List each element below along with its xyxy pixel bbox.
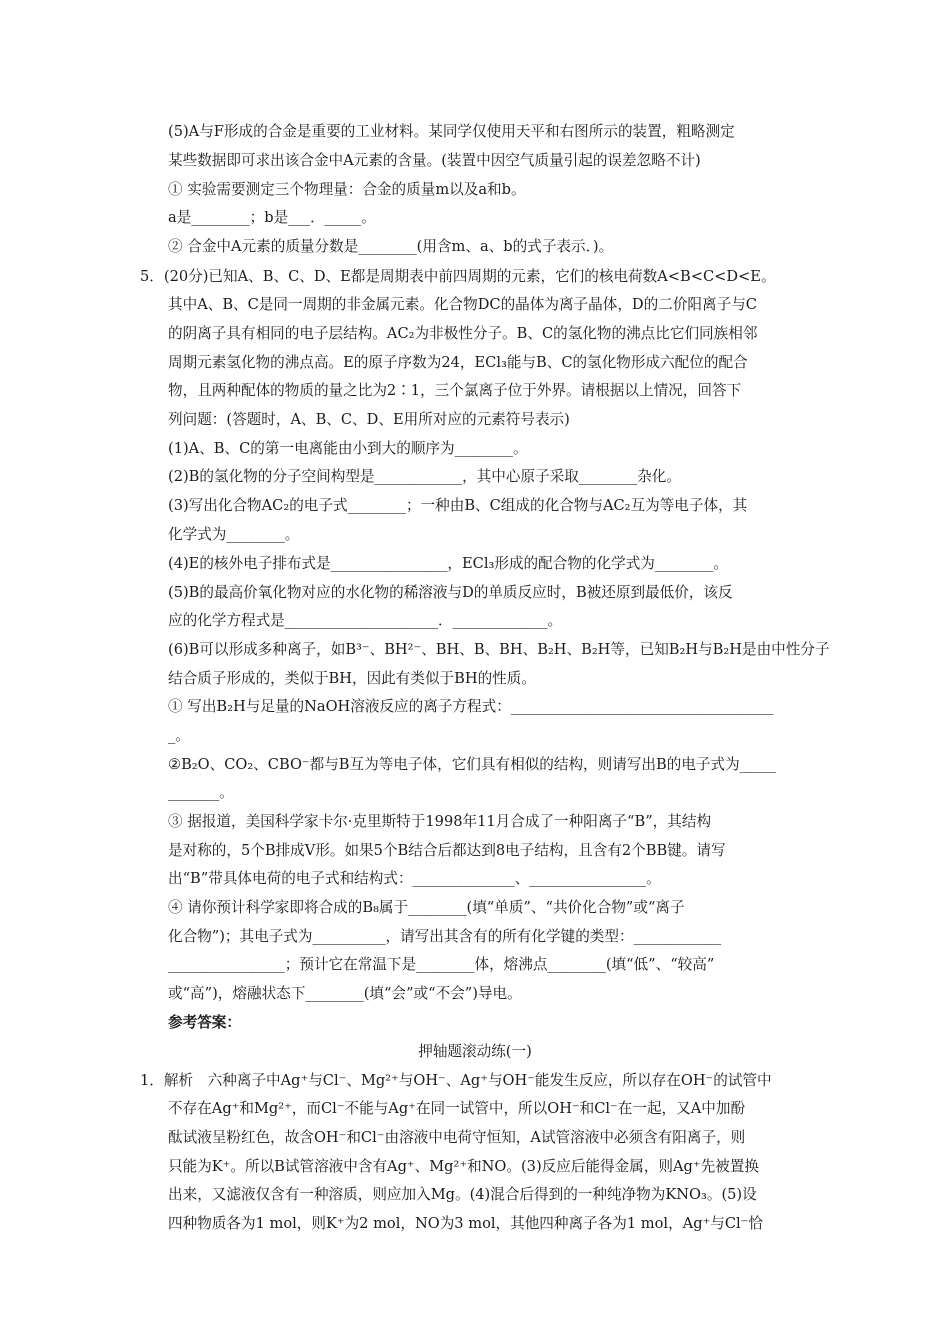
question-5-line4: 周期元素氢化物的沸点高。E的原子序数为24，ECl₃能与B、C的氢化物形成六配位的配合 — [168, 354, 748, 371]
question-5-line1: 5．(20分)已知A、B、C、D、E都是周期表中前四周期的元素，它们的核电荷数A<B<C<D<E。 — [140, 268, 776, 285]
question-5-line5: 物，且两种配体的物质的量之比为2∶1，三个氯离子位于外界。请根据以上情况，回答下 — [168, 382, 742, 399]
question-5-part1: (1)A、B、C的第一电离能由小到大的顺序为________。 — [168, 440, 528, 457]
question-5-part6-sub2-line1: ②B₂O、CO₂、CBO⁻都与B互为等电子体，它们具有相似的结构，则请写出B的电子式为_____ — [168, 756, 777, 773]
answer-1-line2: 不存在Ag⁺和Mg²⁺，而Cl⁻不能与Ag⁺在同一试管中，所以OH⁻和Cl⁻在一起，又A中加酚 — [168, 1100, 746, 1117]
question-5-part6-sub1-line1: ① 写出B₂H与足量的NaOH溶液反应的离子方程式：____________________________________ — [168, 698, 774, 715]
question-5-part6-line1: (6)B可以形成多种离子，如B³⁻、BH²⁻、BH、B、BH、B₂H、B₂H等，已知B₂H与B₂H是由中性分子 — [168, 641, 830, 658]
question-5-line6: 列问题：(答题时，A、B、C、D、E用所对应的元素符号表示) — [168, 411, 570, 428]
question-5-part6-sub3-line1: ③ 据报道，美国科学家卡尔·克里斯特于1998年11月合成了一种阳离子“B”，其结构 — [168, 813, 712, 830]
q5-part5-line4: a是________；b是___．_____。 — [168, 209, 376, 226]
q5-part5-line3: ① 实验需要测定三个物理量：合金的质量m以及a和b。 — [168, 181, 526, 198]
question-5-line3: 的阴离子具有相同的电子层结构。AC₂为非极性分子。B、C的氢化物的沸点比它们同族相邻 — [168, 325, 758, 342]
question-5-part5-line1: (5)B的最高价氧化物对应的水化物的稀溶液与D的单质反应时，B被还原到最低价，该反 — [168, 584, 733, 601]
q5-part5-line5: ② 合金中A元素的质量分数是________(用含m、a、b的式子表示．)。 — [168, 238, 614, 255]
question-5-part6-sub3-line2: 是对称的，5个B排成V形。如果5个B结合后都达到8电子结构，且含有2个BB键。请写 — [168, 842, 726, 859]
question-5-part6-sub4-line4: 或“高”)，熔融状态下________(填“会”或“不会”)导电。 — [168, 985, 522, 1002]
answer-1-line6: 四种物质各为1 mol，则K⁺为2 mol，NO为3 mol，其他四种离子各为1 mol，Ag⁺与Cl⁻恰 — [168, 1215, 763, 1232]
answer-1-line1: 1．解析 六种离子中Ag⁺与Cl⁻、Mg²⁺与OH⁻、Ag⁺与OH⁻能发生反应，所以存在OH⁻的试管中 — [140, 1072, 772, 1089]
answer-1-line4: 只能为K⁺。所以B试管溶液中含有Ag⁺、Mg²⁺和NO。(3)反应后能得金属，则Ag⁺先被置换 — [168, 1158, 759, 1175]
q5-part5-line2: 某些数据即可求出该合金中A元素的含量。(装置中因空气质量引起的误差忽略不计) — [168, 152, 701, 169]
answer-1-line5: 出来，又滤液仅含有一种溶质，则应加入Mg。(4)混合后得到的一种纯净物为KNO₃。(5)设 — [168, 1186, 757, 1203]
question-5-part6-sub4-line3: ________________；预计它在常温下是________体，熔沸点________(填“低”、“较高” — [168, 956, 715, 973]
answer-1-line3: 酞试液呈粉红色，故含OH⁻和Cl⁻由溶液中电荷守恒知，A试管溶液中必须含有阳离子，则 — [168, 1129, 746, 1146]
q5-part5-line1: (5)A与F形成的合金是重要的工业材料。某同学仅使用天平和右图所示的装置，粗略测定 — [168, 123, 735, 140]
question-5-part5-line2: 应的化学方程式是_____________________．_____________。 — [168, 612, 563, 629]
question-5-part6-sub3-line3: 出“B”带具体电荷的电子式和结构式：______________、________________。 — [168, 870, 661, 887]
question-5-part6-sub4-line1: ④ 请你预计科学家即将合成的B₈属于________(填“单质”、“共价化合物”或“离子 — [168, 899, 685, 916]
question-5-part3-line2: 化学式为________。 — [168, 526, 300, 543]
section-title: 押轴题滚动练(一) — [418, 1043, 532, 1060]
question-5-line2: 其中A、B、C是同一周期的非金属元素。化合物DC的晶体为离子晶体，D的二价阳离子与C — [168, 296, 757, 313]
question-5-part6-sub1-line2: _。 — [168, 727, 190, 744]
question-5-part6-line2: 结合质子形成的，类似于BH，因此有类似于BH的性质。 — [168, 670, 536, 687]
question-5-part6-sub2-line2: _______。 — [168, 784, 234, 801]
question-5-part6-sub4-line2: 化合物”)；其电子式为__________，请写出其含有的所有化学键的类型：____________ — [168, 928, 722, 945]
question-5-part4: (4)E的核外电子排布式是________________，ECl₃形成的配合物的化学式为________。 — [168, 555, 728, 572]
answers-heading: 参考答案： — [168, 1014, 241, 1031]
question-5-part2: (2)B的氢化物的分子空间构型是____________，其中心原子采取________杂化。 — [168, 468, 681, 485]
question-5-part3-line1: (3)写出化合物AC₂的电子式________；一种由B、C组成的化合物与AC₂互为等电子体，其 — [168, 497, 748, 514]
